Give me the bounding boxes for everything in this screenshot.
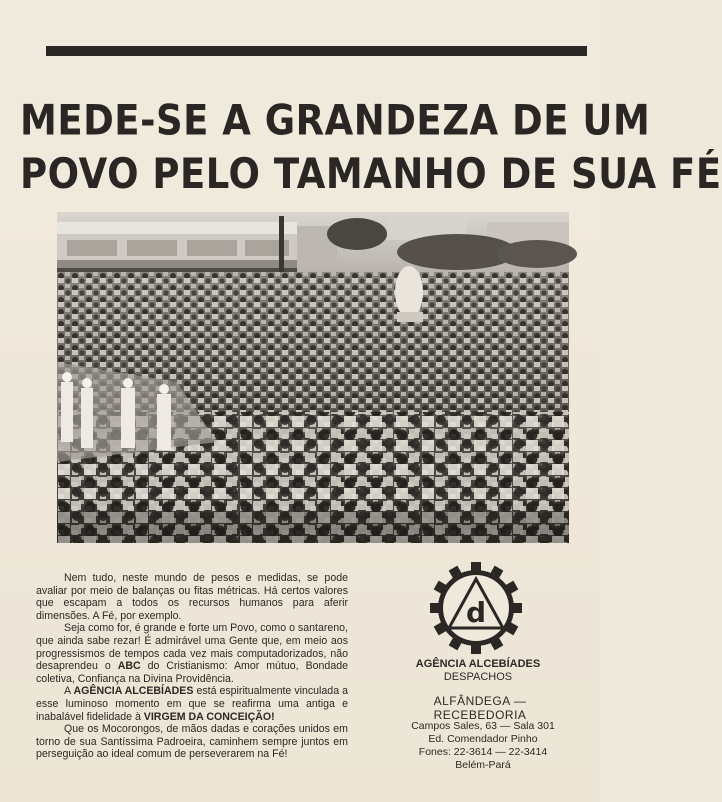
address-line-3: Fones: 22-3614 — 22-3414 <box>418 746 548 758</box>
paragraph-3-text-a: A <box>64 685 74 698</box>
headline-line-2: POVO PELO TAMANHO DE SUA FÉ <box>20 150 722 199</box>
address-line-2: Ed. Comendador Pinho <box>428 733 538 745</box>
top-rule <box>46 46 587 56</box>
paragraph-4: Que os Mocorongos, de mãos dadas e corações unidos em torno de sua Santíssima Padroeira, caminhem sempre juntos em perseguição ao ideal comum de perseverarem na Fé! <box>36 723 348 761</box>
agency-address <box>398 720 568 772</box>
paragraph-3-agency: AGÊNCIA ALCEBÍADES <box>73 685 194 698</box>
body-text <box>36 572 348 761</box>
headline-line-1: MEDE-SE A GRANDEZA DE UM <box>20 96 651 145</box>
agency-subtitle: DESPACHOS <box>443 671 513 683</box>
paragraph-2-abc: ABC <box>117 660 141 673</box>
headline <box>20 94 722 202</box>
paragraph-2 <box>36 622 348 685</box>
agency-services: ALFÂNDEGA — RECEBEDORIA <box>433 694 527 722</box>
paragraph-3-text-b: está espiritualmente vinculada a esse luminoso momento em que se reafirma uma antiga e inabalável fidelidade à <box>36 685 348 723</box>
address-line-1: Campos Sales, 63 — Sala 301 <box>411 720 555 732</box>
paragraph-2-text-b: do Cristianismo: Amor mútuo, Bondade coletiva, Confiança na Divina Providência. <box>36 660 348 685</box>
address-line-4: Belém-Pará <box>455 759 511 771</box>
paragraph-2-text-a: Seja como for, é grande e forte um Povo, como o santareno, que ainda sabe rezar! É admirável uma Gente que, em meio aos progressismos de tempos cada vez mais computadorizados, não desaprendeu o <box>36 622 348 673</box>
procession-photo <box>57 212 569 543</box>
paragraph-3-virgem: VIRGEM DA CONCEIÇÃO! <box>143 710 275 723</box>
paragraph-1: Nem tudo, neste mundo de pesos e medidas, se pode avaliar por meio de balanças ou fitas métricas. Há certos valores que escapam a todos os recursos humanos para aferir dimensões. A Fé, por exemplo. <box>36 572 348 622</box>
agency-name: AGÊNCIA ALCEBÍADES <box>415 658 541 670</box>
logo-letter: d <box>465 596 487 629</box>
paragraph-3 <box>36 685 348 723</box>
gear-triangle-logo-icon <box>430 562 522 654</box>
